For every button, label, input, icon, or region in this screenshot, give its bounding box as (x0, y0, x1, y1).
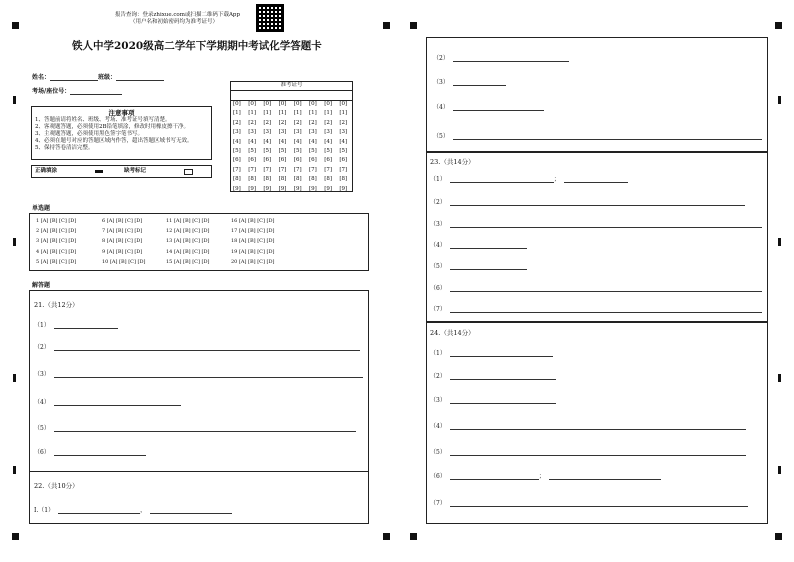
exam-id-bubble[interactable]: [5] (278, 148, 287, 155)
exam-id-bubble[interactable]: [0] (309, 101, 317, 107)
answer-line-label: （5） (34, 425, 50, 432)
answer-line-label: （4） (430, 423, 446, 430)
exam-id-bubble[interactable]: [0] (339, 101, 348, 107)
timing-mark (778, 466, 781, 474)
missing-mark-checkbox[interactable] (184, 169, 193, 175)
exam-id-bubble[interactable]: [0] (278, 101, 287, 107)
answer-line[interactable] (430, 240, 527, 249)
exam-id-bubble[interactable]: [9] (263, 185, 272, 192)
exam-id-bubble[interactable]: [4] (324, 138, 332, 145)
choice-row[interactable]: 7 [A] [B] [C] [D] (102, 228, 143, 235)
exam-id-bubble[interactable]: [1] (233, 110, 241, 117)
notes-item: 1、答题前请将姓名、班级、考场、准考证号填写清楚。 (35, 117, 171, 123)
exam-id-bubble[interactable]: [7] (263, 166, 272, 173)
exam-id-bubble[interactable]: [3] (309, 129, 317, 136)
correct-fill-label: 正确填涂 (35, 168, 58, 174)
answer-line[interactable] (430, 304, 762, 313)
exam-id-title: 准考证号 (231, 82, 352, 91)
qr-code-icon (257, 5, 283, 31)
choice-row[interactable]: 17 [A] [B] [C] [D] (231, 228, 275, 235)
exam-id-bubble[interactable]: [2] (233, 119, 241, 126)
exam-id-bubble[interactable]: [4] (309, 138, 317, 145)
exam-id-bubble[interactable]: [5] (339, 148, 348, 155)
exam-id-bubble[interactable]: [6] (324, 157, 332, 164)
exam-id-column (294, 100, 302, 194)
exam-id-bubble[interactable]: [6] (339, 157, 348, 164)
answer-line-label: （2） (433, 55, 449, 62)
exam-id-bubble[interactable]: [0] (248, 101, 256, 107)
exam-id-bubble[interactable]: [2] (324, 119, 332, 126)
answer-line[interactable] (430, 498, 748, 507)
corner-marker-bottom-mid-right (410, 533, 417, 540)
exam-id-bubble[interactable]: [5] (324, 148, 332, 155)
exam-id-bubble[interactable]: [2] (263, 119, 272, 126)
choice-column (36, 216, 76, 267)
choice-row[interactable]: 14 [A] [B] [C] [D] (166, 248, 210, 255)
exam-id-bubble[interactable]: [3] (263, 129, 272, 136)
answer-line-label: （4） (433, 104, 449, 111)
exam-id-column (233, 100, 241, 194)
choice-row[interactable]: 12 [A] [B] [C] [D] (166, 228, 210, 235)
exam-id-bubble[interactable]: [8] (263, 176, 272, 183)
answer-section-label: 解答题 (32, 282, 51, 289)
exam-id-bubble[interactable]: [8] (324, 176, 332, 183)
choice-row[interactable]: 9 [A] [B] [C] [D] (102, 248, 143, 255)
seat-field[interactable] (32, 86, 122, 95)
choice-row[interactable]: 3 [A] [B] [C] [D] (36, 238, 77, 245)
answer-line-label: （7） (430, 306, 446, 313)
exam-id-bubble[interactable]: [5] (263, 148, 272, 155)
exam-id-bubble[interactable]: [4] (233, 138, 241, 145)
exam-id-bubble[interactable]: [7] (278, 166, 287, 173)
answer-line[interactable] (34, 423, 356, 432)
exam-id-bubble[interactable]: [3] (293, 129, 302, 136)
q22-item-1[interactable] (34, 505, 232, 514)
choice-row[interactable]: 2 [A] [B] [C] [D] (36, 228, 77, 235)
filled-bubble-icon (95, 170, 103, 173)
choice-row[interactable]: 15 [A] [B] [C] [D] (166, 258, 210, 265)
q21-divider (29, 471, 369, 472)
exam-id-bubble[interactable]: [8] (309, 176, 317, 183)
answer-line[interactable] (430, 283, 762, 292)
notes-item: 5、保持答卷清洁完整。 (35, 145, 94, 151)
exam-id-column (263, 100, 271, 194)
answer-line[interactable] (34, 342, 360, 351)
choice-row[interactable]: 11 [A] [B] [C] [D] (166, 218, 210, 224)
exam-id-bubble[interactable]: [0] (324, 101, 332, 107)
q22-item-1-label: Ⅰ.（1） (34, 507, 55, 514)
missing-mark-label: 缺考标记 (124, 168, 147, 174)
exam-id-bubble[interactable]: [9] (233, 185, 241, 192)
choice-row[interactable]: 19 [A] [B] [C] [D] (231, 248, 275, 255)
answer-line[interactable]: （6） ； (430, 471, 661, 480)
exam-id-column (248, 100, 256, 194)
timing-mark (13, 96, 16, 104)
answer-line-label: （3） (34, 371, 50, 378)
answer-line[interactable] (430, 421, 746, 430)
exam-id-bubble[interactable]: [1] (263, 110, 272, 117)
answer-line-label: （3） (430, 397, 446, 404)
exam-id-bubble[interactable]: [4] (263, 138, 272, 145)
exam-id-bubble[interactable]: [6] (293, 157, 302, 164)
q21-title: 21.（共12分） (34, 301, 79, 309)
exam-id-bubble[interactable]: [6] (248, 157, 256, 164)
exam-id-bubble[interactable]: [0] (293, 101, 302, 107)
answer-line-label: （3） (433, 79, 449, 86)
exam-id-bubble[interactable]: [7] (324, 166, 332, 173)
exam-id-column (309, 100, 317, 194)
exam-id-bubble[interactable]: [8] (293, 176, 302, 183)
exam-id-bubble[interactable]: [8] (248, 176, 256, 183)
exam-id-bubble[interactable]: [6] (278, 157, 287, 164)
choice-column (166, 216, 209, 267)
answer-line-label: （2） (430, 373, 446, 380)
exam-id-bubble[interactable]: [8] (339, 176, 348, 183)
notice-line-2: （用户名和初始密码均为准考证号） (130, 19, 219, 25)
exam-id-bubble[interactable]: [1] (339, 110, 348, 117)
answer-line-label: （4） (34, 399, 50, 406)
answer-line[interactable] (34, 369, 363, 378)
exam-id-column (324, 100, 332, 194)
answer-line[interactable] (433, 131, 762, 140)
answer-line[interactable]: （1） ； (430, 174, 628, 183)
exam-id-bubble[interactable]: [1] (293, 110, 302, 117)
exam-id-bubble[interactable]: [1] (324, 110, 332, 117)
choice-column (231, 216, 274, 267)
choice-row[interactable]: 10 [A] [B] [C] [D] (102, 258, 146, 265)
choice-row[interactable]: 13 [A] [B] [C] [D] (166, 238, 210, 245)
exam-id-bubble[interactable]: [0] (233, 101, 241, 107)
timing-mark (778, 238, 781, 246)
notes-item: 3、主观题答题，必须使用黑色签字笔书写。 (35, 131, 144, 137)
exam-id-bubble[interactable]: [4] (293, 138, 302, 145)
answer-line-label: （4） (430, 242, 446, 249)
exam-id-bubble[interactable]: [4] (248, 138, 256, 145)
answer-line[interactable] (430, 447, 746, 456)
notes-title: 注意事项 (108, 109, 135, 117)
answer-line[interactable] (430, 371, 556, 380)
timing-mark (13, 466, 16, 474)
exam-id-bubble[interactable]: [1] (248, 110, 256, 117)
answer-line[interactable] (433, 53, 569, 62)
exam-id-bubble[interactable]: [7] (293, 166, 302, 173)
answer-line-label: （6） (430, 285, 446, 292)
answer-line[interactable] (34, 447, 146, 456)
fill-example-box (31, 165, 212, 178)
single-choice-label: 单选题 (32, 205, 51, 212)
exam-id-bubble[interactable]: [2] (278, 119, 287, 126)
answer-line[interactable] (433, 102, 544, 111)
exam-id-bubble[interactable]: [8] (278, 176, 287, 183)
answer-line-label: （5） (430, 263, 446, 270)
corner-marker-bottom-left (12, 533, 19, 540)
answer-line[interactable] (430, 197, 745, 206)
answer-line[interactable] (433, 77, 506, 86)
q22-comma: ， (140, 507, 147, 514)
exam-id-bubble[interactable]: [7] (339, 166, 348, 173)
answer-line[interactable] (430, 348, 553, 357)
exam-id-bubble[interactable]: [5] (233, 148, 241, 155)
exam-id-bubble[interactable]: [0] (263, 101, 272, 107)
answer-line[interactable] (34, 320, 118, 329)
corner-marker-bottom-mid-left (383, 533, 390, 540)
notes-item: 4、必须在题号对应的答题区域内作答，超出答题区域书写无效。 (35, 138, 193, 144)
exam-id-bubble[interactable]: [7] (309, 166, 317, 173)
exam-id-bubble[interactable]: [6] (309, 157, 317, 164)
exam-id-bubble[interactable]: [3] (233, 129, 241, 136)
answer-line-label: （2） (34, 344, 50, 351)
exam-id-bubble[interactable]: [6] (233, 157, 241, 164)
corner-marker-top-mid-right (410, 22, 417, 29)
q22-title: 22.（共10分） (34, 482, 79, 490)
exam-id-column (279, 100, 287, 194)
answer-line[interactable] (430, 395, 556, 404)
answer-line-label: （5） (433, 133, 449, 140)
notice-line-1: 报告查询：登录zhixue.com或扫描二维码下载App (115, 12, 240, 18)
class-label: 班级： (98, 74, 117, 81)
timing-mark (778, 96, 781, 104)
seat-label: 考场/座位号： (32, 88, 71, 95)
timing-mark (13, 374, 16, 382)
choice-row[interactable]: 8 [A] [B] [C] [D] (102, 238, 143, 245)
exam-id-bubble[interactable]: [1] (278, 110, 287, 117)
exam-id-bubble[interactable]: [7] (233, 166, 241, 173)
exam-id-bubble[interactable]: [6] (263, 157, 272, 164)
exam-id-bubble[interactable]: [8] (233, 176, 241, 183)
answer-line-label: （3） (430, 221, 446, 228)
exam-id-bubble[interactable]: [2] (309, 119, 317, 126)
exam-id-bubble[interactable]: [4] (278, 138, 287, 145)
exam-id-bubble[interactable]: [5] (293, 148, 302, 155)
exam-id-column (339, 100, 347, 194)
q24-title: 24.（共14分） (430, 329, 475, 337)
name-field[interactable] (32, 72, 164, 81)
exam-id-bubble[interactable]: [2] (339, 119, 348, 126)
answer-line-label: （6） (34, 449, 50, 456)
answer-line-label: （2） (430, 199, 446, 206)
exam-id-bubble[interactable]: [2] (248, 119, 256, 126)
answer-line-label: （5） (430, 449, 446, 456)
answer-line-label: （1） (34, 322, 50, 329)
exam-id-bubble[interactable]: [3] (324, 129, 332, 136)
q23-title: 23.（共14分） (430, 158, 475, 166)
choice-row[interactable]: 20 [A] [B] [C] [D] (231, 258, 275, 265)
choice-row[interactable]: 6 [A] [B] [C] [D] (102, 218, 143, 224)
answer-line-label: （6） (430, 473, 446, 480)
exam-id-bubble[interactable]: [3] (248, 129, 256, 136)
notes-item: 2、客观题答题，必须使用2B铅笔填涂，修改时用橡皮擦干净。 (35, 124, 190, 130)
corner-marker-bottom-right (775, 533, 782, 540)
page-title: 铁人中学2020级高二学年下学期期中考试化学答题卡 (72, 40, 322, 52)
name-label: 姓名： (32, 74, 51, 81)
answer-line-label: （1） (430, 350, 446, 357)
exam-id-bubble[interactable]: [1] (309, 110, 317, 117)
exam-id-bubble[interactable]: [5] (309, 148, 317, 155)
choice-row[interactable]: 1 [A] [B] [C] [D] (36, 218, 77, 224)
exam-id-bubble[interactable]: [3] (339, 129, 348, 136)
exam-id-bubble[interactable]: [2] (293, 119, 302, 126)
exam-id-bubble[interactable]: [9] (324, 185, 332, 192)
timing-mark (13, 238, 16, 246)
exam-id-bubble[interactable]: [9] (339, 185, 348, 192)
exam-id-bubble[interactable]: [3] (278, 129, 287, 136)
exam-id-bubble[interactable]: [7] (248, 166, 256, 173)
exam-id-bubble[interactable]: [9] (278, 185, 287, 192)
exam-id-bubble[interactable]: [9] (293, 185, 302, 192)
exam-id-bubble[interactable]: [9] (248, 185, 256, 192)
answer-line[interactable] (34, 397, 181, 406)
corner-marker-top-mid-left (383, 22, 390, 29)
choice-row[interactable]: 18 [A] [B] [C] [D] (231, 238, 275, 245)
exam-id-bubble[interactable]: [9] (309, 185, 317, 192)
notes-box (31, 106, 212, 160)
answer-line[interactable] (430, 261, 527, 270)
exam-id-bubble[interactable]: [4] (339, 138, 348, 145)
exam-id-bubble[interactable]: [5] (248, 148, 256, 155)
answer-line[interactable] (430, 219, 762, 228)
timing-mark (778, 374, 781, 382)
choice-column (102, 216, 145, 267)
corner-marker-top-left (12, 22, 19, 29)
answer-line-label: （1） (430, 176, 446, 183)
answer-line-label: （7） (430, 500, 446, 507)
choice-row[interactable]: 5 [A] [B] [C] [D] (36, 258, 77, 265)
corner-marker-top-right (775, 22, 782, 29)
choice-row[interactable]: 16 [A] [B] [C] [D] (231, 218, 275, 224)
choice-row[interactable]: 4 [A] [B] [C] [D] (36, 248, 77, 255)
